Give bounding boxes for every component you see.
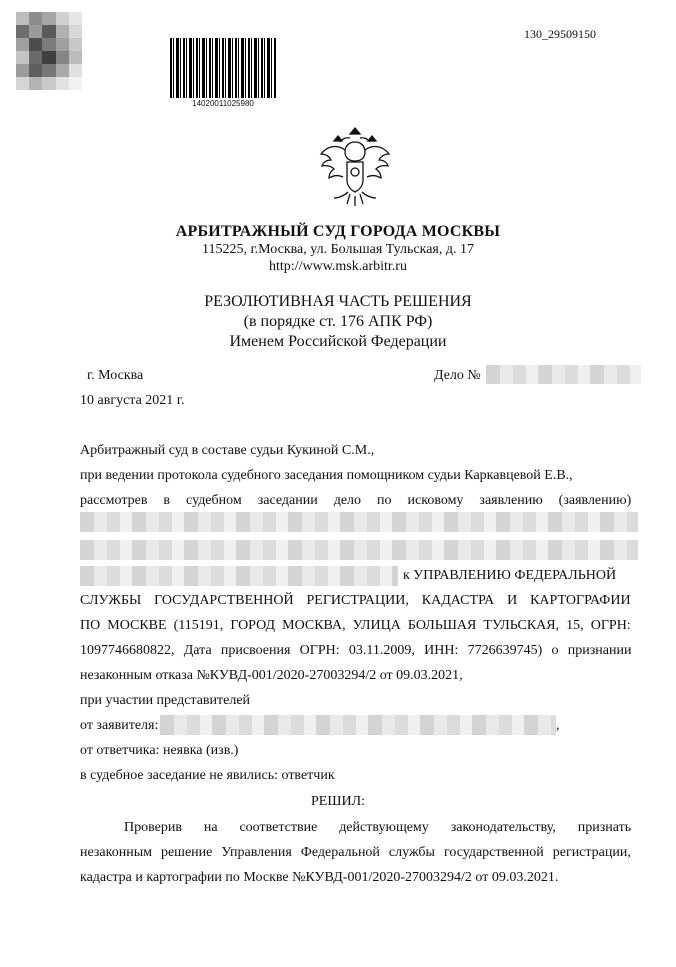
redacted-applicant-rep: [160, 715, 556, 735]
body-line-participants: при участии представителей: [80, 693, 251, 708]
case-label: Дело №: [434, 368, 481, 383]
body-line-defendant-start: к УПРАВЛЕНИЮ ФЕДЕРАЛЬНОЙ: [403, 568, 617, 583]
body-line-subject: незаконным отказа №КУВД-001/2020-27003294/2 от 09.03.2021,: [80, 668, 463, 683]
redacted-applicant-line-1: [80, 512, 638, 532]
court-name: АРБИТРАЖНЫЙ СУД ГОРОДА МОСКВЫ: [175, 223, 501, 240]
decision-date: 10 августа 2021 г.: [80, 393, 185, 408]
body-line-secretary: при ведении протокола судебного заседания помощником судьи Каркавцевой Е.В.,: [80, 468, 573, 483]
document-invocation: Именем Российской Федерации: [229, 333, 447, 350]
document-subtitle: (в порядке ст. 176 АПК РФ): [243, 313, 433, 330]
applicant-rep-label: от заявителя:: [80, 718, 159, 733]
document-title: РЕЗОЛЮТИВНАЯ ЧАСТЬ РЕШЕНИЯ: [204, 293, 472, 310]
redacted-applicant-line-2: [80, 540, 638, 560]
decision-line-1: Проверив на соответствие действующему законодательству, признать: [124, 820, 632, 835]
decision-line-3: кадастра и картографии по Москве №КУВД-001/2020-27003294/2 от 09.03.2021.: [80, 870, 559, 885]
body-line-respondent: от ответчика: неявка (изв.): [80, 743, 239, 758]
court-website: http://www.msk.arbitr.ru: [269, 259, 407, 274]
barcode-number: 14020011025980: [192, 99, 254, 108]
decision-line-2: незаконным решение Управления Федеральной службы государственной регистрации,: [80, 845, 631, 860]
body-line-absent: в судебное заседание не явились: ответчик: [80, 768, 335, 783]
court-address: 115225, г.Москва, ул. Большая Тульская, д. 17: [202, 242, 474, 257]
city: г. Москва: [87, 368, 144, 383]
body-line-defendant-3: ПО МОСКВЕ (115191, ГОРОД МОСКВА, УЛИЦА БОЛЬШАЯ ТУЛЬСКАЯ, 15, ОГРН:: [80, 618, 631, 633]
body-line-defendant-2: СЛУЖБЫ ГОСУДАРСТВЕННОЙ РЕГИСТРАЦИИ, КАДАСТРА И КАРТОГРАФИИ: [80, 593, 631, 608]
coat-of-arms-icon: [310, 122, 400, 212]
redacted-qr-code: [16, 12, 82, 90]
redacted-case-number: [486, 365, 641, 384]
decision-heading: РЕШИЛ:: [311, 794, 365, 809]
body-line-defendant-4: 1097746680822, Дата присвоения ОГРН: 03.11.2009, ИНН: 7726639745) о признании: [80, 643, 632, 658]
applicant-rep-tail: ,: [556, 718, 560, 733]
document-id: 130_29509150: [524, 27, 596, 41]
body-line-considered: рассмотрев в судебном заседании дело по исковому заявлению (заявлению): [80, 493, 632, 508]
barcode: [170, 38, 276, 98]
redacted-applicant-line-3: [80, 566, 398, 586]
body-line-judge: Арбитражный суд в составе судьи Кукиной С.М.,: [80, 443, 375, 458]
